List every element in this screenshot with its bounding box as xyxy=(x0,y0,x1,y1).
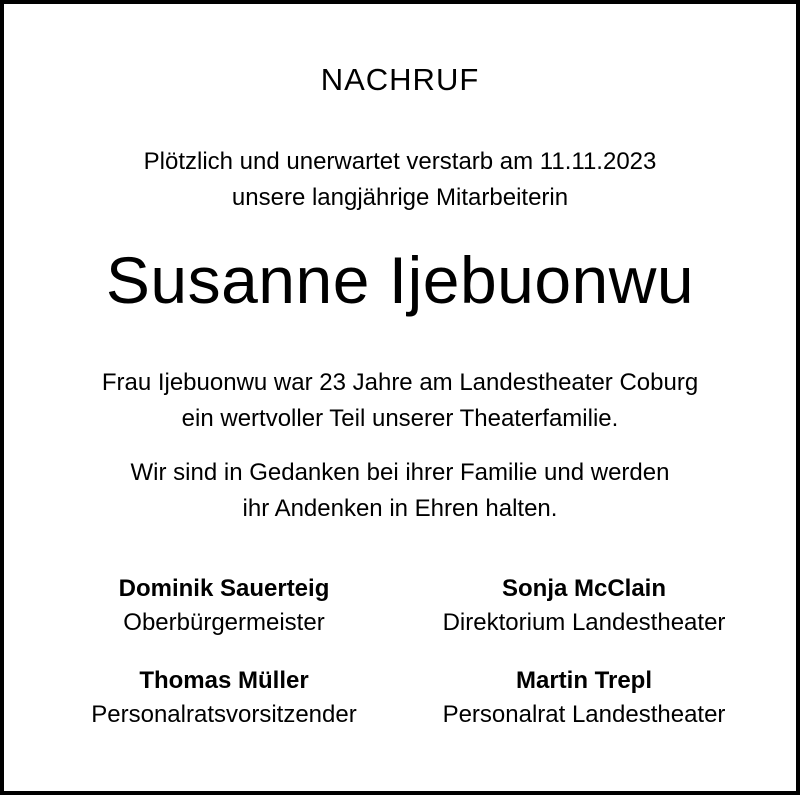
condolence-line-2: ihr Andenken in Ehren halten. xyxy=(242,495,558,522)
signatory-name: Thomas Müller xyxy=(139,667,309,694)
intro-line-1: Plötzlich und unerwartet verstarb am 11.11.2023 xyxy=(143,148,657,175)
signatory-role: Personalratsvorsitzender xyxy=(91,701,357,728)
deceased-name: Susanne Ijebuonwu xyxy=(105,243,695,317)
signatory-block xyxy=(44,572,404,640)
signatory-block xyxy=(404,572,764,640)
signatory-block xyxy=(44,664,404,732)
signatory-role: Personalrat Landestheater xyxy=(442,701,726,728)
signatory-name: Martin Trepl xyxy=(515,667,653,694)
signatory-role: Direktorium Landestheater xyxy=(442,609,726,636)
intro-line-2: unsere langjährige Mitarbeiterin xyxy=(231,184,569,211)
notice-heading: NACHRUF xyxy=(320,62,480,97)
tribute-line-1: Frau Ijebuonwu war 23 Jahre am Landestheater Coburg xyxy=(101,369,699,396)
signatory-name: Sonja McClain xyxy=(501,575,667,602)
signatory-block xyxy=(404,664,764,732)
signatory-role: Oberbürgermeister xyxy=(123,609,325,636)
signatory-name: Dominik Sauerteig xyxy=(118,575,330,602)
tribute-line-2: ein wertvoller Teil unserer Theaterfamilie. xyxy=(181,405,619,432)
condolence-line-1: Wir sind in Gedanken bei ihrer Familie und werden xyxy=(130,459,670,486)
